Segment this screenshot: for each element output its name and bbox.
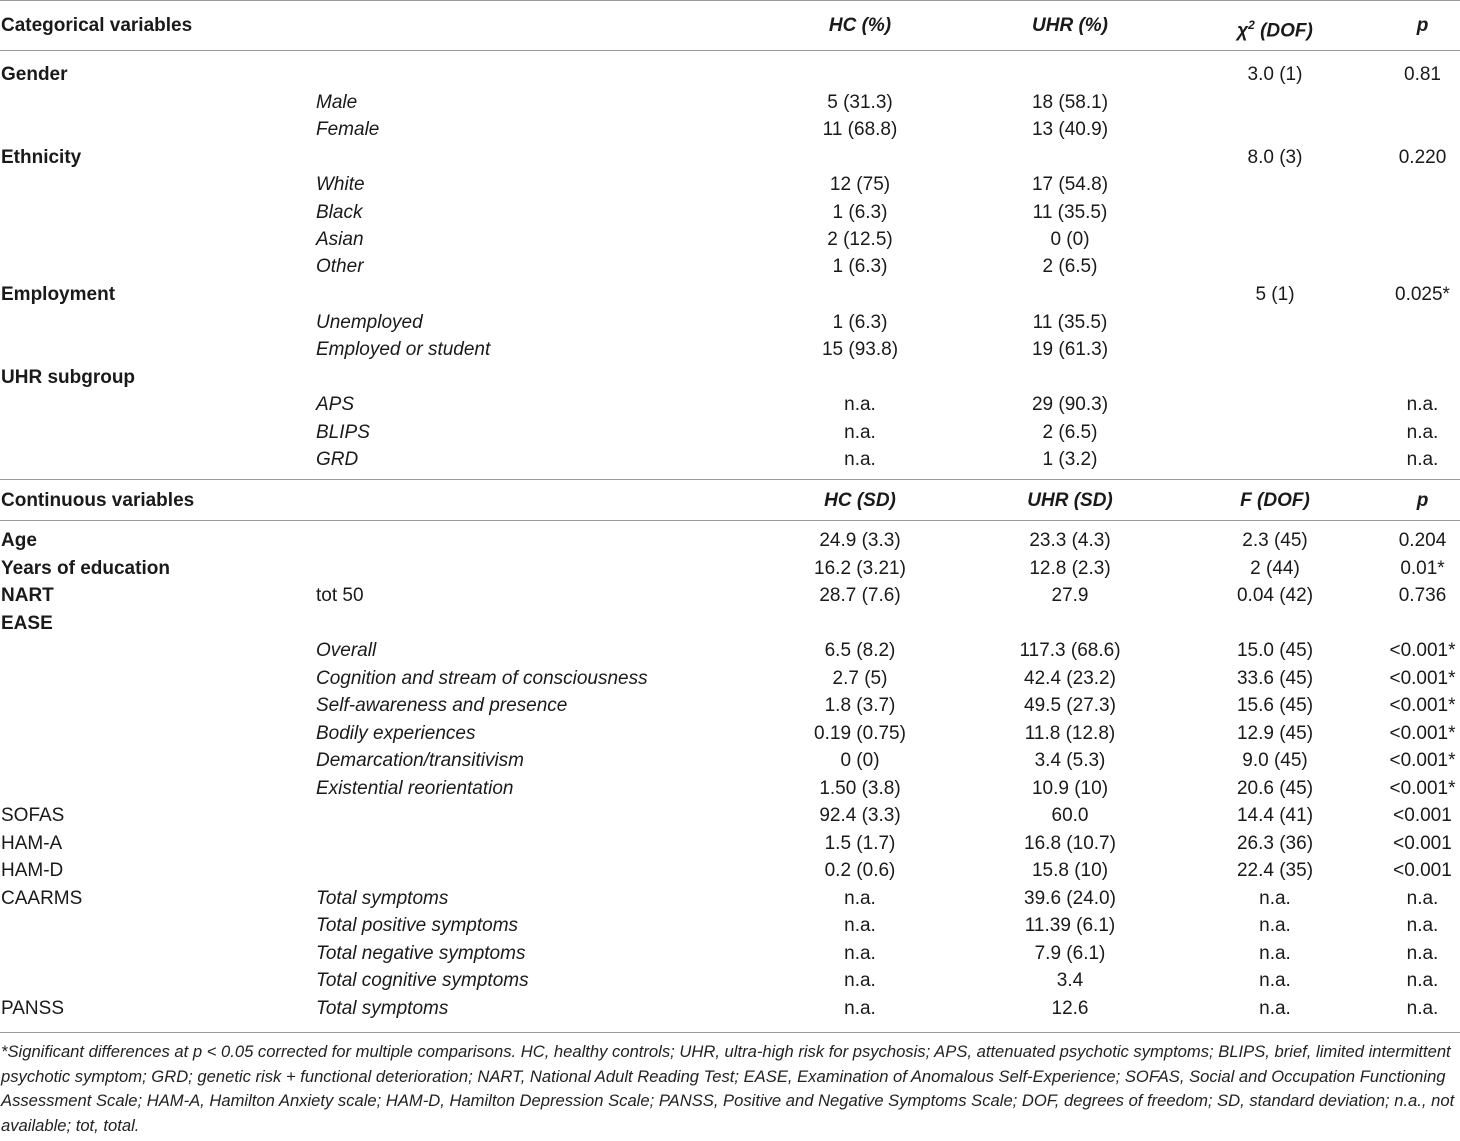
stat-cell: 33.6 (45) (1236, 668, 1314, 689)
hc-sd-header: HC (SD) (824, 490, 896, 511)
row-label: Unemployed (316, 312, 423, 333)
row-label: Total symptoms (316, 998, 449, 1019)
table-footnote: *Significant differences at p < 0.05 corrected for multiple comparisons. HC, healthy controls; UHR, ultra-high risk for psychosis; APS, attenuated psychotic symptoms; BLIPS, brief, limited intermittent psychotic symptom; GRD; genetic risk + functional deterioration; NART, National Adult Reading Test; EASE, Examination of Anomalous Self-Experience; SOFAS, Social and Occupation Functioning Assessment Scale; HAM-A, Hamilton Anxiety scale; HAM-D, Hamilton Depression Scale; PANSS, Positive and Negative Symptoms Scale; DOF, degrees of freedom; SD, standard deviation; n.a., not available; tot, total. (1, 1042, 1455, 1135)
group-title: EASE (1, 613, 53, 634)
p-cell: 0.81 (1404, 64, 1441, 85)
hc-cell: 1.50 (3.8) (819, 778, 901, 799)
table-row-panss (0, 995, 1460, 1022)
table-row (0, 391, 1460, 418)
row-label: Female (316, 119, 380, 140)
stat-cell: n.a. (1259, 943, 1291, 964)
stat-cell: 8.0 (3) (1247, 147, 1303, 168)
uhr-cell: 60.0 (1051, 805, 1089, 826)
uhr-cell: 17 (54.8) (1031, 174, 1109, 195)
group-title: UHR subgroup (1, 367, 136, 388)
hc-cell: 1.8 (3.7) (824, 695, 896, 716)
hc-percent-header: HC (%) (828, 15, 892, 36)
p-cell: n.a. (1406, 422, 1439, 443)
hc-cell: 1 (6.3) (832, 202, 888, 223)
hc-cell: 2.7 (5) (832, 668, 888, 689)
table-row-ham-d (0, 857, 1460, 884)
stat-cell: n.a. (1259, 998, 1291, 1019)
p-cell: n.a. (1406, 394, 1439, 415)
hc-cell: 15 (93.8) (821, 339, 899, 360)
uhr-cell: 3.4 (5.3) (1034, 750, 1106, 771)
group-row-uhr-subgroup (0, 364, 1460, 391)
hc-cell: 16.2 (3.21) (814, 558, 906, 579)
f-dof-header: F (DOF) (1240, 490, 1310, 511)
row-title: PANSS (1, 998, 65, 1019)
p-cell: n.a. (1406, 449, 1439, 470)
hc-cell: 5 (31.3) (827, 92, 893, 113)
hc-cell: 2 (12.5) (827, 229, 893, 250)
chi-square-header: $\chi^2$ (DOF) (1237, 18, 1313, 42)
uhr-cell: 27.9 (1051, 585, 1089, 606)
table-row (0, 89, 1460, 116)
p-cell: 0.204 (1398, 530, 1447, 551)
table-row (0, 692, 1460, 719)
row-label: Cognition and stream of consciousness (316, 668, 648, 689)
table-row-sofas (0, 802, 1460, 829)
hc-cell: 1.5 (1.7) (824, 833, 896, 854)
uhr-cell: 49.5 (27.3) (1024, 695, 1116, 716)
p-cell: n.a. (1406, 970, 1439, 991)
p-cell: <0.001* (1389, 668, 1456, 689)
hc-cell: n.a. (844, 998, 876, 1019)
hc-cell: 24.9 (3.3) (819, 530, 901, 551)
hc-cell: 28.7 (7.6) (819, 585, 901, 606)
row-label: Bodily experiences (316, 723, 476, 744)
uhr-cell: 2 (6.5) (1042, 422, 1098, 443)
uhr-cell: 29 (90.3) (1031, 394, 1109, 415)
row-label: Total positive symptoms (316, 915, 519, 936)
uhr-cell: 2 (6.5) (1042, 256, 1098, 277)
stat-cell: 20.6 (45) (1236, 778, 1314, 799)
row-title: Years of education (1, 558, 170, 579)
p-cell: n.a. (1406, 888, 1439, 909)
table-row (0, 336, 1460, 363)
table-row (0, 912, 1460, 939)
p-cell: <0.001 (1393, 833, 1452, 854)
stat-cell: 3.0 (1) (1247, 64, 1303, 85)
p-cell: <0.001* (1389, 778, 1456, 799)
row-sub-label: tot 50 (316, 585, 364, 606)
uhr-cell: 10.9 (10) (1031, 778, 1109, 799)
stat-cell: 9.0 (45) (1242, 750, 1308, 771)
hc-cell: 11 (68.8) (822, 119, 898, 140)
bottom-rule (0, 1032, 1460, 1033)
uhr-cell: 117.3 (68.6) (1019, 640, 1121, 661)
uhr-cell: 19 (61.3) (1031, 339, 1109, 360)
uhr-cell: 16.8 (10.7) (1024, 833, 1116, 854)
row-title: SOFAS (1, 805, 65, 826)
p-cell: <0.001 (1393, 805, 1452, 826)
hc-cell: 92.4 (3.3) (819, 805, 901, 826)
uhr-cell: 42.4 (23.2) (1024, 668, 1116, 689)
table-row (0, 967, 1460, 994)
uhr-cell: 11 (35.5) (1032, 202, 1108, 223)
table-row (0, 199, 1460, 226)
row-label: Asian (316, 229, 364, 250)
uhr-cell: 15.8 (10) (1031, 860, 1109, 881)
table-row (0, 446, 1460, 473)
stat-cell: 26.3 (36) (1236, 833, 1314, 854)
p-cell: n.a. (1406, 998, 1439, 1019)
p-cell: <0.001* (1389, 640, 1456, 661)
row-label: Other (316, 256, 364, 277)
stat-cell: 22.4 (35) (1236, 860, 1314, 881)
table-row-education (0, 555, 1460, 582)
table-row (0, 775, 1460, 802)
group-row-employment (0, 281, 1460, 308)
p-cell: 0.736 (1398, 585, 1447, 606)
hc-cell: n.a. (844, 970, 876, 991)
uhr-cell: 3.4 (1056, 970, 1084, 991)
p-cell: 0.220 (1398, 147, 1447, 168)
stat-cell: 2 (44) (1250, 558, 1300, 579)
table-row-ham-a (0, 830, 1460, 857)
row-label: Demarcation/transitivism (316, 750, 524, 771)
uhr-cell: 13 (40.9) (1031, 119, 1109, 140)
continuous-header-rule (0, 520, 1460, 521)
row-label: Total symptoms (316, 888, 449, 909)
table-row (0, 309, 1460, 336)
stat-cell: 2.3 (45) (1242, 530, 1308, 551)
stat-cell: 5 (1) (1255, 284, 1295, 305)
hc-cell: n.a. (844, 449, 876, 470)
group-title: Employment (1, 284, 116, 305)
p-cell: n.a. (1406, 915, 1439, 936)
uhr-cell: 11 (35.5) (1032, 312, 1108, 333)
uhr-cell: 12.6 (1051, 998, 1089, 1019)
table-row-caarms (0, 885, 1460, 912)
hc-cell: n.a. (844, 888, 876, 909)
uhr-cell: 39.6 (24.0) (1024, 888, 1116, 909)
stat-cell: n.a. (1259, 888, 1291, 909)
table-row (0, 720, 1460, 747)
hc-cell: n.a. (844, 915, 876, 936)
stat-cell: 12.9 (45) (1236, 723, 1314, 744)
table-row (0, 419, 1460, 446)
uhr-percent-header: UHR (%) (1032, 15, 1108, 36)
stat-cell: 14.4 (41) (1236, 805, 1314, 826)
group-title: Ethnicity (1, 147, 82, 168)
hc-cell: n.a. (844, 422, 876, 443)
categorical-header-row (0, 12, 1460, 42)
section-rule (0, 479, 1460, 480)
stat-cell: 15.0 (45) (1236, 640, 1314, 661)
table-row (0, 253, 1460, 280)
stat-cell: 15.6 (45) (1236, 695, 1314, 716)
row-label: APS (316, 394, 355, 415)
row-label: Existential reorientation (316, 778, 514, 799)
p-cell: n.a. (1406, 943, 1439, 964)
row-label: BLIPS (316, 422, 370, 443)
hc-cell: 1 (6.3) (832, 312, 888, 333)
hc-cell: 1 (6.3) (832, 256, 888, 277)
row-title: Age (1, 530, 37, 551)
row-label: Total cognitive symptoms (316, 970, 529, 991)
group-row-ease (0, 610, 1460, 637)
table-row (0, 940, 1460, 967)
p-cell: <0.001* (1389, 750, 1456, 771)
table-row (0, 665, 1460, 692)
row-title: HAM-D (1, 860, 64, 881)
hc-cell: n.a. (844, 394, 876, 415)
p-cell: 0.025* (1395, 284, 1450, 305)
row-title: HAM-A (1, 833, 63, 854)
group-title: Gender (1, 64, 68, 85)
hc-cell: 0 (0) (840, 750, 880, 771)
uhr-cell: 18 (58.1) (1031, 92, 1109, 113)
group-title: CAARMS (1, 888, 83, 909)
table-row (0, 637, 1460, 664)
uhr-cell: 11.39 (6.1) (1024, 915, 1116, 936)
row-label: White (316, 174, 365, 195)
row-label: Black (316, 202, 363, 223)
table-row (0, 116, 1460, 143)
stat-cell: 0.04 (42) (1236, 585, 1314, 606)
uhr-cell: 23.3 (4.3) (1029, 530, 1111, 551)
table-row-nart (0, 582, 1460, 609)
row-label: GRD (316, 449, 359, 470)
p-cell: <0.001* (1389, 723, 1456, 744)
uhr-cell: 11.8 (12.8) (1024, 723, 1116, 744)
uhr-cell: 1 (3.2) (1042, 449, 1098, 470)
p-cell: <0.001* (1389, 695, 1456, 716)
table-row (0, 747, 1460, 774)
continuous-header-label: Continuous variables (1, 490, 195, 511)
uhr-cell: 0 (0) (1050, 229, 1090, 250)
stat-cell: n.a. (1259, 915, 1291, 936)
table-row-age (0, 527, 1460, 554)
table-row (0, 171, 1460, 198)
group-row-ethnicity (0, 144, 1460, 171)
p-header: p (1416, 15, 1429, 36)
row-title: NART (1, 585, 54, 606)
row-label: Self-awareness and presence (316, 695, 568, 716)
uhr-cell: 12.8 (2.3) (1029, 558, 1111, 579)
table-row (0, 226, 1460, 253)
hc-cell: 6.5 (8.2) (824, 640, 896, 661)
categorical-header-label: Categorical variables (1, 15, 193, 36)
top-rule (0, 0, 1460, 1)
uhr-cell: 7.9 (6.1) (1034, 943, 1106, 964)
continuous-header-row (0, 487, 1460, 514)
uhr-sd-header: UHR (SD) (1027, 490, 1113, 511)
categorical-header-rule (0, 50, 1460, 51)
row-label: Male (316, 92, 358, 113)
p-cell: 0.01* (1400, 558, 1445, 579)
row-label: Employed or student (316, 339, 491, 360)
hc-cell: n.a. (844, 943, 876, 964)
p-cell: <0.001 (1393, 860, 1452, 881)
hc-cell: 0.19 (0.75) (814, 723, 906, 744)
group-row-gender (0, 61, 1460, 88)
p-header: p (1416, 490, 1429, 511)
hc-cell: 12 (75) (829, 174, 891, 195)
row-label: Total negative symptoms (316, 943, 526, 964)
hc-cell: 0.2 (0.6) (824, 860, 896, 881)
stat-cell: n.a. (1259, 970, 1291, 991)
row-label: Overall (316, 640, 377, 661)
